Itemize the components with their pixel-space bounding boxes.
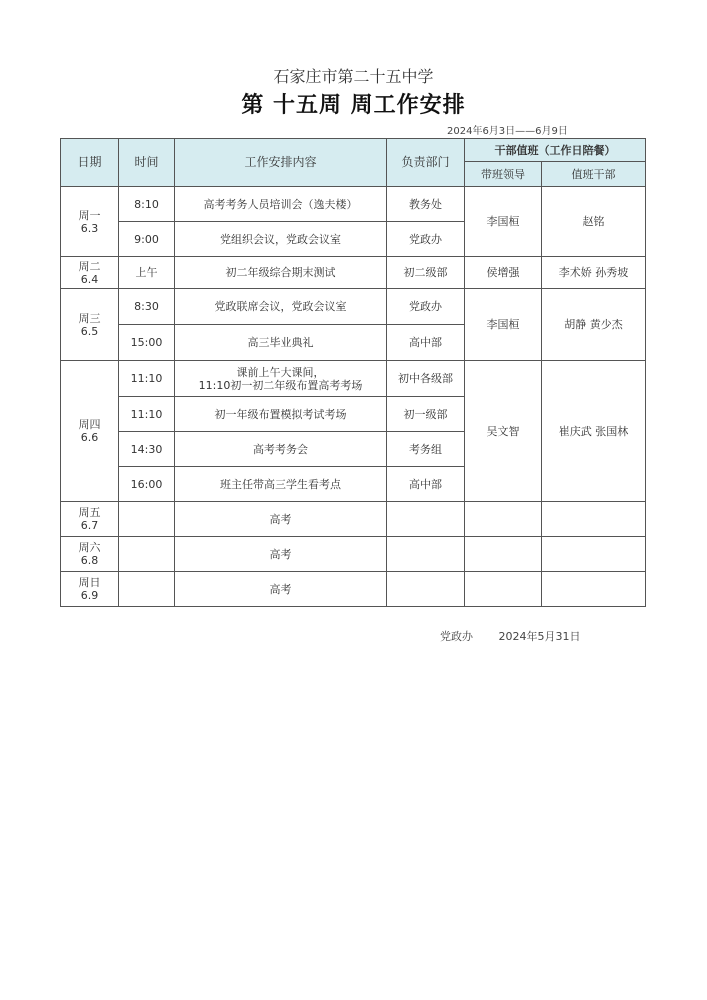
dept-cell: 高中部 bbox=[387, 325, 465, 361]
content-cell: 高考考务人员培训会（逸夫楼） bbox=[175, 187, 387, 222]
page-title: 第 十五周 周工作安排 bbox=[241, 92, 466, 118]
table-row bbox=[61, 361, 646, 397]
content-cell: 高考 bbox=[175, 502, 387, 537]
col-header-content: 工作安排内容 bbox=[175, 139, 387, 187]
schedule-table bbox=[60, 138, 646, 607]
staff-cell: 胡静 黄少杰 bbox=[542, 289, 646, 361]
content-cell: 高考考务会 bbox=[175, 432, 387, 467]
content-cell: 高考 bbox=[175, 572, 387, 607]
leader-cell: 李国桓 bbox=[465, 187, 542, 257]
col-header-dept: 负责部门 bbox=[387, 139, 465, 187]
time-cell bbox=[119, 537, 175, 572]
leader-cell: 吴文智 bbox=[465, 361, 542, 502]
school-name: 石家庄市第二十五中学 bbox=[273, 67, 434, 86]
dept-cell: 初中各级部 bbox=[387, 361, 465, 397]
table-row bbox=[61, 572, 646, 607]
time-cell: 9:00 bbox=[119, 222, 175, 257]
staff-cell bbox=[542, 537, 646, 572]
content-cell: 党组织会议，党政会议室 bbox=[175, 222, 387, 257]
footer bbox=[440, 628, 603, 644]
time-cell: 15:00 bbox=[119, 325, 175, 361]
content-cell: 课前上午大课间， 11:10初一初二年级布置高考考场 bbox=[175, 361, 387, 397]
table-row bbox=[61, 537, 646, 572]
dept-cell bbox=[387, 537, 465, 572]
staff-cell bbox=[542, 502, 646, 537]
col-header-duty-group: 干部值班（工作日陪餐） bbox=[465, 139, 646, 162]
col-header-leader: 带班领导 bbox=[465, 162, 542, 187]
time-cell bbox=[119, 502, 175, 537]
time-cell: 16:00 bbox=[119, 467, 175, 502]
content-cell: 高考 bbox=[175, 537, 387, 572]
table-row bbox=[61, 502, 646, 537]
footer-office: 党政办 bbox=[440, 630, 473, 643]
leader-cell bbox=[465, 572, 542, 607]
time-cell: 上午 bbox=[119, 257, 175, 289]
leader-cell: 侯增强 bbox=[465, 257, 542, 289]
staff-cell bbox=[542, 572, 646, 607]
content-cell: 初一年级布置模拟考试考场 bbox=[175, 397, 387, 432]
table-row bbox=[61, 257, 646, 289]
time-cell: 8:30 bbox=[119, 289, 175, 325]
dept-cell bbox=[387, 502, 465, 537]
time-cell: 11:10 bbox=[119, 397, 175, 432]
footer-date: 2024年5月31日 bbox=[498, 630, 581, 643]
leader-cell bbox=[465, 537, 542, 572]
leader-cell: 李国桓 bbox=[465, 289, 542, 361]
staff-cell: 崔庆武 张国林 bbox=[542, 361, 646, 502]
staff-cell: 赵铭 bbox=[542, 187, 646, 257]
dept-cell: 高中部 bbox=[387, 467, 465, 502]
table-row bbox=[61, 187, 646, 222]
time-cell: 14:30 bbox=[119, 432, 175, 467]
content-cell: 高三毕业典礼 bbox=[175, 325, 387, 361]
col-header-time: 时间 bbox=[119, 139, 175, 187]
dept-cell: 初二级部 bbox=[387, 257, 465, 289]
dept-cell: 考务组 bbox=[387, 432, 465, 467]
day-cell: 周三 6.5 bbox=[61, 289, 119, 361]
dept-cell bbox=[387, 572, 465, 607]
col-header-day: 日期 bbox=[61, 139, 119, 187]
dept-cell: 党政办 bbox=[387, 222, 465, 257]
dept-cell: 党政办 bbox=[387, 289, 465, 325]
table-row bbox=[61, 289, 646, 325]
time-cell bbox=[119, 572, 175, 607]
time-cell: 8:10 bbox=[119, 187, 175, 222]
day-cell: 周二 6.4 bbox=[61, 257, 119, 289]
content-cell: 党政联席会议，党政会议室 bbox=[175, 289, 387, 325]
staff-cell: 李术娇 孙秀坡 bbox=[542, 257, 646, 289]
day-cell: 周六 6.8 bbox=[61, 537, 119, 572]
content-cell: 班主任带高三学生看考点 bbox=[175, 467, 387, 502]
day-cell: 周四 6.6 bbox=[61, 361, 119, 502]
col-header-staff: 值班干部 bbox=[542, 162, 646, 187]
dept-cell: 初一级部 bbox=[387, 397, 465, 432]
time-cell: 11:10 bbox=[119, 361, 175, 397]
day-cell: 周一 6.3 bbox=[61, 187, 119, 257]
dept-cell: 教务处 bbox=[387, 187, 465, 222]
day-cell: 周五 6.7 bbox=[61, 502, 119, 537]
leader-cell bbox=[465, 502, 542, 537]
date-range: 2024年6月3日——6月9日 bbox=[447, 126, 568, 137]
day-cell: 周日 6.9 bbox=[61, 572, 119, 607]
content-cell: 初二年级综合期末测试 bbox=[175, 257, 387, 289]
